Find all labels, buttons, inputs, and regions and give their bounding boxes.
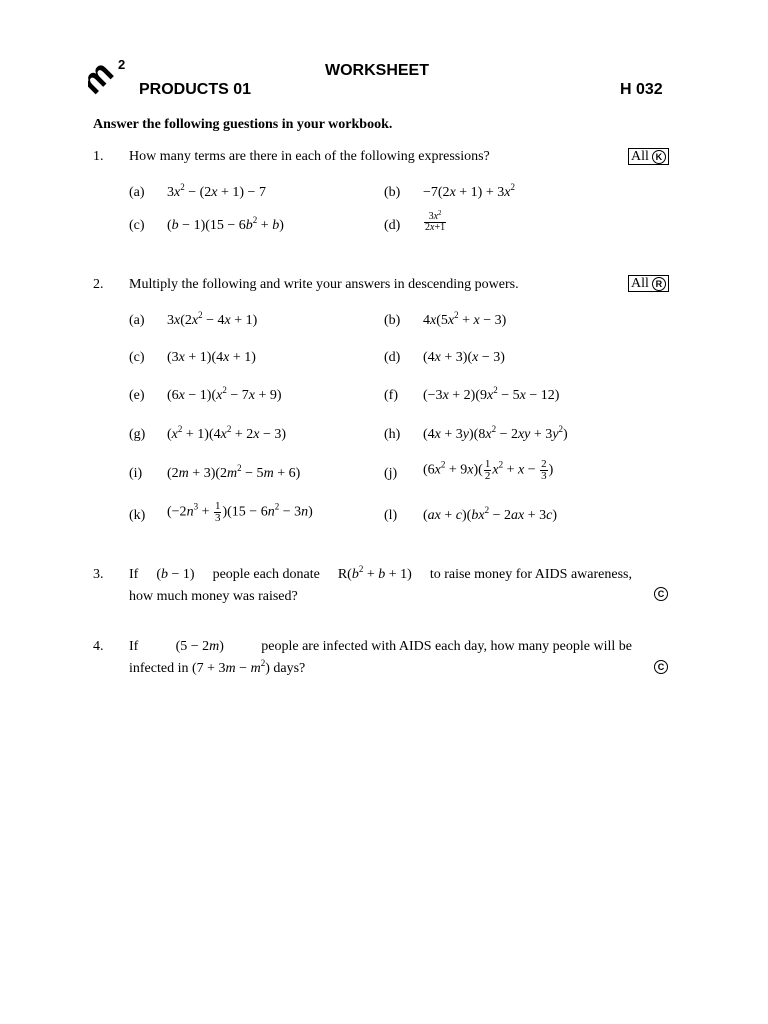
q3-expr-amount: $R(b^2 + b + 1)$ bbox=[337, 564, 412, 582]
q2-part-f-expression: $(-3x + 2)(9x^2 - 5x - 12)$ bbox=[423, 385, 560, 403]
q2-part-k-expression: ($-2n^3$ + $\frac{1}{3}$ )$(15 - 6n^2 - 3n)$ bbox=[167, 500, 313, 524]
q3-text-line1: to raise money for AIDS awareness, bbox=[429, 567, 632, 582]
q1-part-b-expression: $-7(2x + 1) + 3x^2$ bbox=[423, 182, 515, 200]
logo-superscript: 2 bbox=[118, 57, 126, 72]
instruction-text: Answer the following guestions in your workbook. bbox=[93, 117, 393, 132]
q1-part-d-expression: $\frac{3x^2}{2x+1}$ bbox=[425, 209, 446, 233]
q2-part-g-label: (g) bbox=[129, 427, 146, 442]
q2-part-b-label: (b) bbox=[384, 313, 401, 328]
q1-tag-label: All bbox=[631, 148, 649, 164]
q1-part-a-label: (a) bbox=[129, 185, 145, 200]
q1-part-d-label: (d) bbox=[384, 218, 401, 233]
q1-text: How many terms are there in each of the following expressions? bbox=[129, 149, 490, 164]
q4-word-if: If bbox=[129, 639, 139, 654]
q4-expr-people: (5 − 2m) bbox=[175, 639, 224, 654]
worksheet-title: WORKSHEET bbox=[325, 62, 429, 79]
q2-tag-box bbox=[628, 275, 669, 292]
q4-line2 bbox=[129, 658, 305, 680]
m-squared-logo bbox=[88, 56, 132, 102]
q4-text-line1: people are infected with AIDS each day, how many people will be bbox=[261, 639, 632, 654]
q2-part-i-expression: $(2m + 3)(2m^2 - 5m + 6)$ bbox=[167, 463, 301, 481]
q2-part-f-label: (f) bbox=[384, 388, 398, 403]
q2-part-b-expression: $4x(5x^2 + x - 3)$ bbox=[423, 310, 507, 328]
q2-part-j-expression: $(6x^2 + 9x)$( $\frac{1}{2}$ $x^2 + x$ − $\frac{2}{3}$ ) bbox=[423, 458, 554, 482]
q2-part-c-expression: (3x + 1)(4x + 1) bbox=[167, 350, 256, 365]
q4-text-line2a: infected in bbox=[129, 661, 189, 676]
q3-text-line2: how much money was raised? bbox=[129, 589, 298, 604]
q2-part-e-label: (e) bbox=[129, 388, 145, 403]
q3-number: 3. bbox=[93, 567, 104, 582]
q2-part-a-label: (a) bbox=[129, 313, 145, 328]
q1-part-c-label: (c) bbox=[129, 218, 145, 233]
q2-tag-label: All bbox=[631, 275, 649, 291]
q1-part-c-expression: $(b - 1)(15 - 6b^2 + b)$ bbox=[167, 215, 284, 233]
worksheet-subtitle: PRODUCTS 01 bbox=[139, 81, 252, 98]
q2-part-d-label: (d) bbox=[384, 350, 401, 365]
q4-line1 bbox=[129, 636, 632, 658]
q2-part-i-label: (i) bbox=[129, 466, 143, 481]
worksheet-code: H 032 bbox=[620, 81, 663, 98]
q2-tag-letter: R bbox=[652, 277, 666, 291]
q1-number: 1. bbox=[93, 149, 104, 164]
q2-part-g-expression: $(x^2 + 1)(4x^2 + 2x - 3)$ bbox=[167, 424, 287, 442]
q2-part-h-label: (h) bbox=[384, 427, 401, 442]
q2-part-c-label: (c) bbox=[129, 350, 145, 365]
q2-text: Multiply the following and write your answers in descending powers. bbox=[129, 277, 519, 292]
q2-number: 2. bbox=[93, 277, 104, 292]
q4-number: 4. bbox=[93, 639, 104, 654]
q3-expr-people: (b − 1) bbox=[156, 567, 195, 582]
q3-word-people: people each donate bbox=[212, 567, 320, 582]
q4-expr-days: $(7 + 3m - m^2)$ bbox=[191, 658, 270, 676]
q3-line1 bbox=[129, 564, 632, 586]
q2-part-h-expression: $(4x + 3y)(8x^2 - 2xy + 3y^2)$ bbox=[423, 424, 568, 442]
logo-letter: m bbox=[88, 56, 122, 102]
q3-tag-letter: C bbox=[654, 587, 668, 601]
q2-part-a-expression: $3x(2x^2 - 4x + 1)$ bbox=[167, 310, 258, 328]
q2-part-l-label: (l) bbox=[384, 508, 398, 523]
q1-part-b-label: (b) bbox=[384, 185, 401, 200]
q2-part-e-expression: $(6x - 1)(x^2 - 7x + 9)$ bbox=[167, 385, 282, 403]
q4-tag-letter: C bbox=[654, 660, 668, 674]
q2-part-k-label: (k) bbox=[129, 508, 146, 523]
q4-text-line2b: days? bbox=[273, 661, 306, 676]
q1-tag-letter: K bbox=[652, 150, 666, 164]
q2-part-d-expression: (4x + 3)(x − 3) bbox=[423, 350, 505, 365]
q3-word-if: If bbox=[129, 567, 139, 582]
q1-part-a-expression: $3x^2 - (2x + 1) - 7$ bbox=[167, 182, 266, 200]
q1-tag-box bbox=[628, 148, 669, 165]
q2-part-j-label: (j) bbox=[384, 466, 398, 481]
q2-part-l-expression: $(ax + c)(bx^2 - 2ax + 3c)$ bbox=[423, 505, 557, 523]
